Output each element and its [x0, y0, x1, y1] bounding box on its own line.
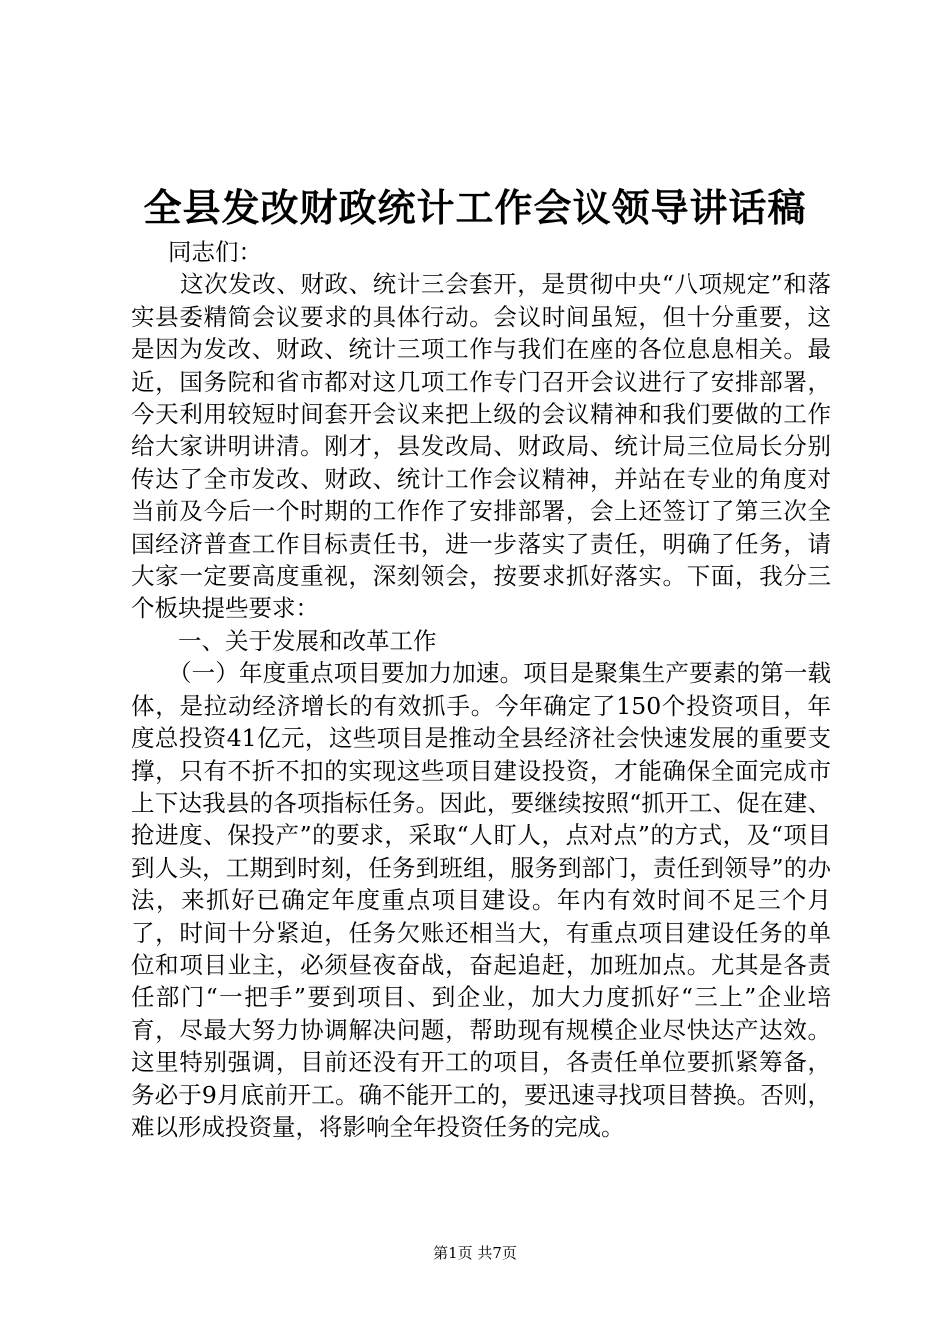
salutation: 同志们： [168, 238, 262, 266]
paragraph-intro: 这次发改、财政、统计三会套开，是贯彻中央“八项规定”和落实县委精简会议要求的具体行动。会议时间虽短，但十分重要，这是因为发改、财政、统计三项工作与我们在座的各位息息相关。最近，国务院和省市都对这几项工作专门召开会议进行了安排部署，今天利用较短时间套开会议来把上级的会议精神和我们要做的工作给大家讲明讲清。刚才，县发改局、财政局、统计局三位局长分别传达了全市发改、财政、统计工作会议精神，并站在专业的角度对当前及今后一个时期的工作作了安排部署，会上还签订了第三次全国经济普查工作目标责任书，进一步落实了责任，明确了任务，请大家一定要高度重视，深刻领会，按要求抓好落实。下面，我分三个板块提些要求： [131, 270, 831, 623]
paragraph-key-projects: （一）年度重点项目要加力加速。项目是聚集生产要素的第一载体，是拉动经济增长的有效抓手。今年确定了150个投资项目，年度总投资41亿元，这些项目是推动全县经济社会快速发展的重要支撑，只有不折不扣的实现这些项目建设投资，才能确保全面完成市上下达我县的各项指标任务。因此，要继续按照“抓开工、促在建、抢进度、保投产”的要求，采取“人盯人，点对点”的方式，及“项目到人头，工期到时刻，任务到班组，服务到部门，责任到领导”的办法，来抓好已确定年度重点项目建设。年内有效时间不足三个月了，时间十分紧迫，任务欠账还相当大，有重点项目建设任务的单位和项目业主，必须昼夜奋战，奋起追赶，加班加点。尤其是各责任部门“一把手”要到项目、到企业，加大力度抓好“三上”企业培育，尽最大努力协调解决问题，帮助现有规模企业尽快达产达效。这里特别强调，目前还没有开工的项目，各责任单位要抓紧筹备，务必于9月底前开工。确不能开工的，要迅速寻找项目替换。否则，难以形成投资量，将影响全年投资任务的完成。 [131, 659, 831, 1141]
page-indicator: 第1页 共7页 [433, 1244, 517, 1262]
section-heading-reform: 一、关于发展和改革工作 [178, 626, 437, 655]
document-body [131, 236, 831, 1143]
document-title: 全县发改财政统计工作会议领导讲话稿 [143, 185, 807, 230]
